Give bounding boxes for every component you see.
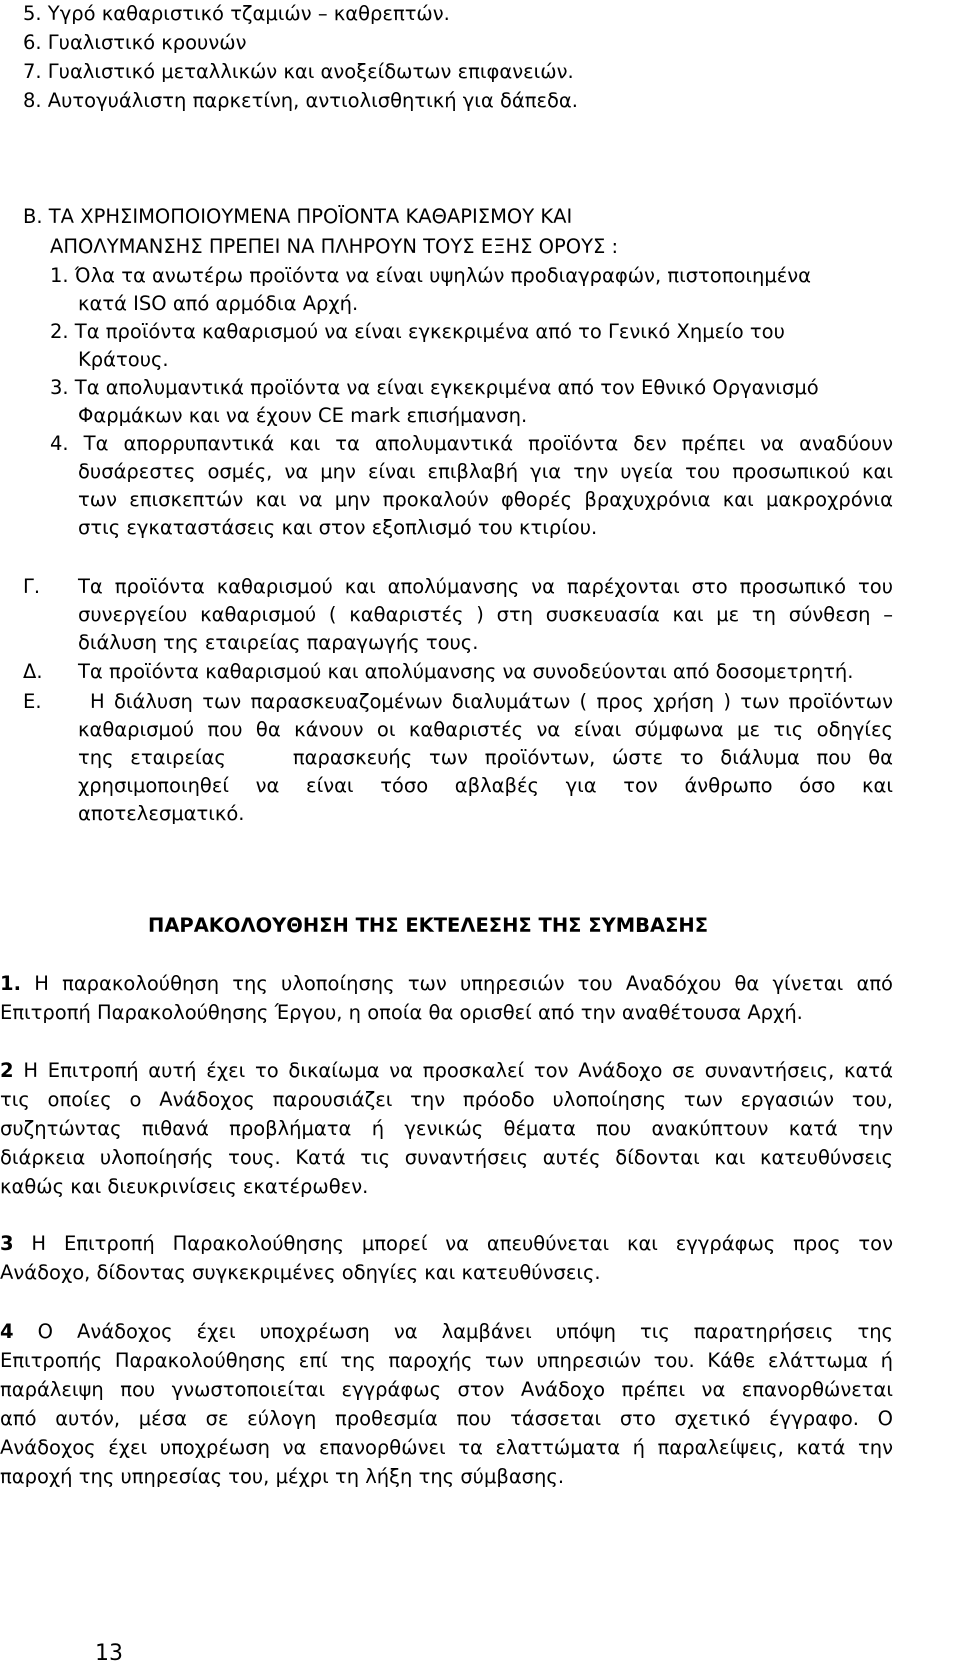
- section-e-text: της εταιρείας παρασκευής των προϊόντων, ώστε το διάλυμα που θα: [78, 746, 893, 769]
- paragraph-4: [0, 1318, 893, 1346]
- section-g-text: διάλυση της εταιρείας παραγωγής τους.: [78, 631, 479, 654]
- paragraph-4-cont: από αυτόν, μέσα σε εύλογη προθεσμία που τάσσεται στο σχετικό έγγραφο. Ο: [0, 1407, 893, 1430]
- section-b-heading-cont: ΑΠΟΛΥΜΑΝΣΗΣ ΠΡΕΠΕΙ ΝΑ ΠΛΗΡΟΥΝ ΤΟΥΣ ΕΞΗΣ ΟΡΟΥΣ :: [50, 235, 619, 258]
- paragraph-1: [0, 970, 893, 998]
- paragraph-text: Η Επιτροπή Παρακολούθησης μπορεί να απευθύνεται και εγγράφως προς τον: [13, 1232, 893, 1255]
- paragraph-2-cont: συζητώντας πιθανά προβλήματα ή γενικώς θέματα που ανακύπτουν κατά την: [0, 1117, 893, 1140]
- paragraph-number: 4: [0, 1320, 14, 1343]
- section-b-item-1-cont: κατά ISO από αρμόδια Αρχή.: [78, 292, 359, 315]
- section-d-text: Τα προϊόντα καθαρισμού και απολύμανσης να συνοδεύονται από δοσομετρητή.: [78, 660, 854, 683]
- section-g-text: Τα προϊόντα καθαρισμού και απολύμανσης να παρέχονται στο προσωπικό του: [78, 575, 893, 598]
- section-e-text: αποτελεσματικό.: [78, 802, 245, 825]
- section-b-item-3-cont: Φαρμάκων και να έχουν CE mark επισήμανση.: [78, 404, 528, 427]
- section-b-item-4: 4. Τα απορρυπαντικά και τα απολυμαντικά προϊόντα δεν πρέπει να αναδύουν: [50, 432, 893, 455]
- section-b-item-2-cont: Κράτους.: [78, 348, 169, 371]
- paragraph-text: Η παρακολούθηση της υλοποίησης των υπηρεσιών του Αναδόχου θα γίνεται από: [20, 972, 893, 995]
- section-e-text: Η διάλυση των παρασκευαζομένων διαλυμάτων ( προς χρήση ) των προϊόντων: [90, 690, 893, 713]
- section-title: ΠΑΡΑΚΟΛΟΥΘΗΣΗ ΤΗΣ ΕΚΤΕΛΕΣΗΣ ΤΗΣ ΣΥΜΒΑΣΗΣ: [148, 914, 709, 937]
- paragraph-number: 3: [0, 1232, 14, 1255]
- section-e-label: Ε.: [23, 690, 42, 713]
- paragraph-2-cont: τις οποίες ο Ανάδοχος παρουσιάζει την πρόοδο υλοποίησης των εργασιών του,: [0, 1088, 893, 1111]
- section-b-heading: Β. ΤΑ ΧΡΗΣΙΜΟΠΟΙΟΥΜΕΝΑ ΠΡΟΪΟΝΤΑ ΚΑΘΑΡΙΣΜΟΥ ΚΑΙ: [23, 205, 573, 228]
- section-g-text: συνεργείου καθαρισμού ( καθαριστές ) στη συσκευασία και με τη σύνθεση –: [78, 603, 893, 626]
- list-item: 6. Γυαλιστικό κρουνών: [23, 31, 247, 54]
- page-number: 13: [95, 1641, 123, 1666]
- paragraph-4-cont: Επιτροπής Παρακολούθησης επί της παροχής των υπηρεσιών του. Κάθε ελάττωμα ή: [0, 1349, 893, 1372]
- paragraph-3: [0, 1230, 893, 1258]
- paragraph-4-cont: παροχή της υπηρεσίας του, μέχρι τη λήξη της σύμβασης.: [0, 1465, 565, 1488]
- paragraph-2-cont: καθώς και διευκρινίσεις εκατέρωθεν.: [0, 1175, 369, 1198]
- section-b-item-3: 3. Τα απολυμαντικά προϊόντα να είναι εγκεκριμένα από τον Εθνικό Οργανισμό: [50, 376, 819, 399]
- list-item: 8. Αυτογυάλιστη παρκετίνη, αντιολισθητική για δάπεδα.: [23, 89, 578, 112]
- paragraph-4-cont: παράλειψη που γνωστοποιείται εγγράφως στον Ανάδοχο πρέπει να επανορθώνεται: [0, 1378, 893, 1401]
- section-e-text: καθαρισμού που θα κάνουν οι καθαριστές να είναι σύμφωνα με τις οδηγίες: [78, 718, 893, 741]
- paragraph-2: [0, 1057, 893, 1085]
- section-b-item-4-cont: των επισκεπτών και να μην προκαλούν φθορές βραχυχρόνια και μακροχρόνια: [78, 488, 893, 511]
- paragraph-text: Η Επιτροπή αυτή έχει το δικαίωμα να προσκαλεί τον Ανάδοχο σε συναντήσεις, κατά: [13, 1059, 893, 1082]
- list-item: 5. Υγρό καθαριστικό τζαμιών – καθρεπτών.: [23, 2, 450, 25]
- paragraph-3-cont: Ανάδοχο, δίδοντας συγκεκριμένες οδηγίες και κατευθύνσεις.: [0, 1261, 601, 1284]
- section-b-item-4-cont: δυσάρεστες οσμές, να μην είναι επιβλαβή για την υγεία του προσωπικού και: [78, 460, 893, 483]
- paragraph-2-cont: διάρκεια υλοποίησής τους. Κατά τις συναντήσεις αυτές δίδονται και κατευθύνσεις: [0, 1146, 893, 1169]
- section-e-text: χρησιμοποιηθεί να είναι τόσο αβλαβές για τον άνθρωπο όσο και: [78, 774, 893, 797]
- paragraph-number: 2: [0, 1059, 14, 1082]
- list-item: 7. Γυαλιστικό μεταλλικών και ανοξείδωτων επιφανειών.: [23, 60, 574, 83]
- section-b-item-1: 1. Όλα τα ανωτέρω προϊόντα να είναι υψηλών προδιαγραφών, πιστοποιημένα: [50, 264, 812, 287]
- paragraph-4-cont: Ανάδοχος έχει υποχρέωση να επανορθώνει τα ελαττώματα ή παραλείψεις, κατά την: [0, 1436, 893, 1459]
- section-b-item-2: 2. Τα προϊόντα καθαρισμού να είναι εγκεκριμένα από το Γενικό Χημείο του: [50, 320, 785, 343]
- paragraph-number: 1.: [0, 972, 21, 995]
- section-g-label: Γ.: [23, 575, 41, 598]
- section-b-item-4-cont: στις εγκαταστάσεις και στον εξοπλισμό του κτιρίου.: [78, 516, 598, 539]
- paragraph-1-cont: Επιτροπή Παρακολούθησης Έργου, η οποία θα ορισθεί από την αναθέτουσα Αρχή.: [0, 1001, 803, 1024]
- section-d-label: Δ.: [23, 660, 43, 683]
- paragraph-text: Ο Ανάδοχος έχει υποχρέωση να λαμβάνει υπόψη τις παρατηρήσεις της: [13, 1320, 893, 1343]
